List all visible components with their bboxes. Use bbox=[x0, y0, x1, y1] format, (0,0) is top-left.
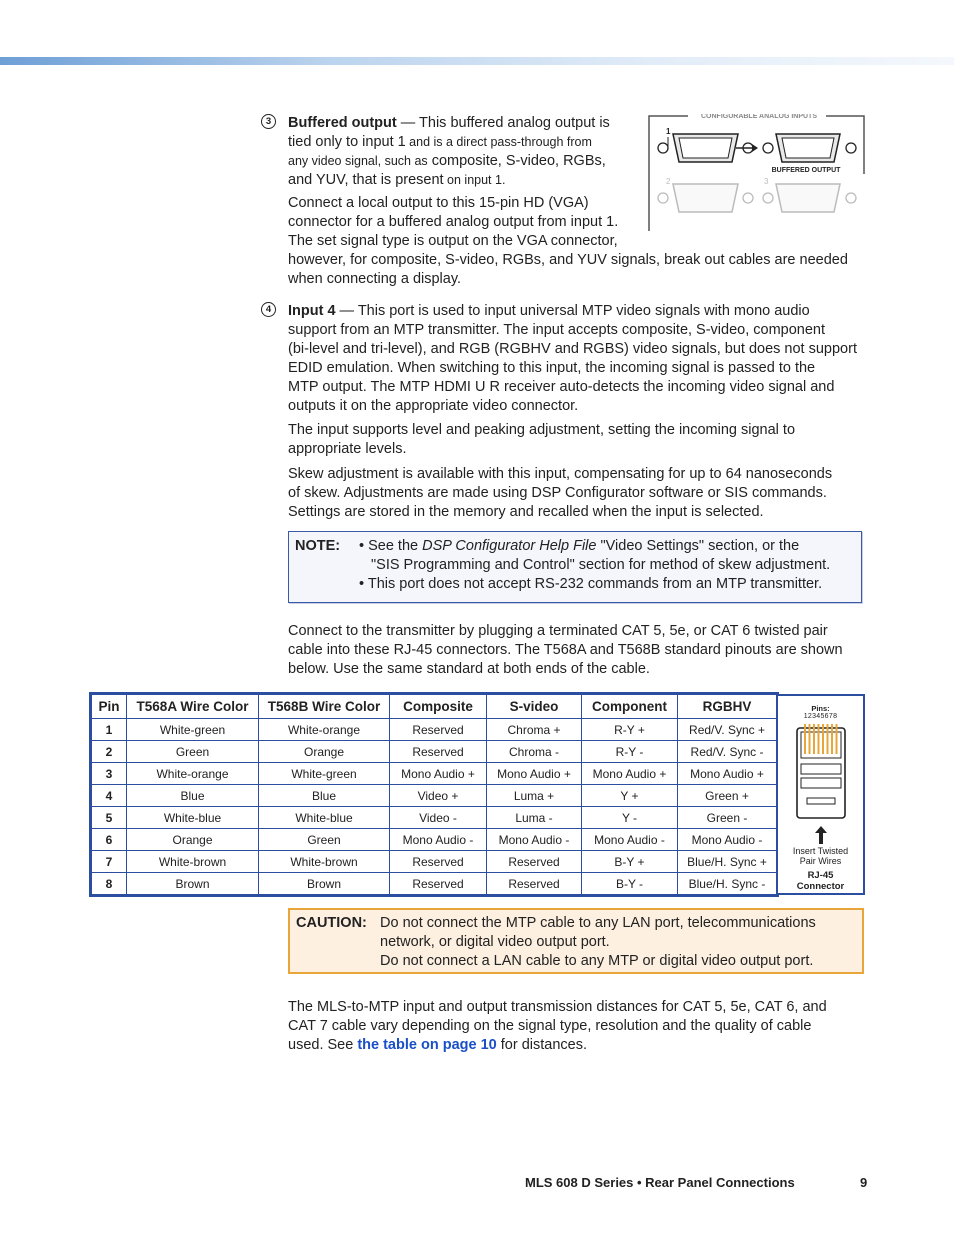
text-line: The MLS-to-MTP input and output transmission distances for CAT 5, 5e, CAT 6, and bbox=[288, 999, 827, 1015]
text: any video signal, such as bbox=[288, 154, 428, 168]
transmission-distance-paragraph bbox=[288, 998, 868, 1055]
panel-drawing bbox=[648, 114, 865, 232]
text-line: "SIS Programming and Control" section for method of skew adjustment. bbox=[371, 557, 831, 573]
text: — This port is used to input universal MTP video signals with mono audio bbox=[335, 303, 810, 319]
rj45-name: RJ-45 bbox=[807, 870, 834, 881]
table-cell: Brown bbox=[127, 873, 259, 895]
column-header: Component bbox=[582, 695, 678, 719]
text-line: Settings are stored in the memory and recalled when the input is selected. bbox=[288, 504, 764, 520]
buffered-output-label: BUFFERED OUTPUT bbox=[771, 167, 841, 174]
vga-connector-buffered-output bbox=[763, 134, 856, 162]
text-line: Connect a local output to this 15-pin HD (VGA) bbox=[288, 195, 589, 211]
vga-connector-3 bbox=[763, 177, 856, 212]
input4-description bbox=[288, 302, 868, 416]
table-row bbox=[92, 719, 777, 741]
column-header: T568A Wire Color bbox=[127, 695, 259, 719]
table-cell: White-blue bbox=[127, 807, 259, 829]
note-box bbox=[288, 531, 862, 603]
table-cell: Blue/H. Sync + bbox=[678, 851, 777, 873]
table-cell: Chroma - bbox=[487, 741, 582, 763]
rj45-name: Connector bbox=[796, 881, 845, 892]
table-cell: Blue bbox=[259, 785, 390, 807]
insert-arrow-icon bbox=[814, 826, 828, 844]
footer-title: MLS 608 D Series • Rear Panel Connections bbox=[525, 1175, 795, 1190]
table-cell: B-Y - bbox=[582, 873, 678, 895]
table-cell: Mono Audio - bbox=[487, 829, 582, 851]
pins-label: Pins: bbox=[811, 704, 830, 713]
text: used. See bbox=[288, 1037, 358, 1053]
input4-title: Input 4 bbox=[288, 303, 336, 319]
column-header: RGBHV bbox=[678, 695, 777, 719]
vga-connector-2 bbox=[658, 177, 753, 212]
text: tied only to input 1 bbox=[288, 134, 406, 150]
table-cell: Video + bbox=[390, 785, 487, 807]
table-row bbox=[92, 873, 777, 895]
table-cell: Luma - bbox=[487, 807, 582, 829]
table-cell: Mono Audio - bbox=[582, 829, 678, 851]
table-cell: Green + bbox=[678, 785, 777, 807]
text: — This buffered analog output is bbox=[396, 115, 610, 131]
text-line: Do not connect a LAN cable to any MTP or digital video output port. bbox=[380, 953, 814, 969]
table-cell: 6 bbox=[92, 829, 127, 851]
table-row bbox=[92, 741, 777, 763]
table-cell: White-orange bbox=[259, 719, 390, 741]
text-line: however, for composite, S-video, RGBs, and YUV signals, break out cables are needed bbox=[288, 252, 848, 268]
text-line: Skew adjustment is available with this input, compensating for up to 64 nanoseconds bbox=[288, 466, 833, 482]
column-header: T568B Wire Color bbox=[259, 695, 390, 719]
table-cell: Mono Audio + bbox=[487, 763, 582, 785]
panel-number-1: 1 bbox=[666, 127, 671, 136]
table-cell: Reserved bbox=[390, 741, 487, 763]
text: for distances. bbox=[496, 1037, 587, 1053]
text: and YUV, that is present bbox=[288, 172, 444, 188]
header-gradient-bar bbox=[0, 57, 954, 65]
table-row bbox=[92, 763, 777, 785]
table-cell: Mono Audio + bbox=[678, 763, 777, 785]
buffered-output-description bbox=[288, 114, 648, 190]
text-line: connector for a buffered analog output from input 1. bbox=[288, 214, 619, 230]
table-page-10-link[interactable]: the table on page 10 bbox=[357, 1037, 497, 1053]
rj45-plug-icon bbox=[793, 722, 849, 822]
table-cell: R-Y + bbox=[582, 719, 678, 741]
table-cell: White-brown bbox=[127, 851, 259, 873]
table-cell: Luma + bbox=[487, 785, 582, 807]
table-cell: Orange bbox=[259, 741, 390, 763]
text-line: CAT 7 cable vary depending on the signal type, resolution and the quality of cable bbox=[288, 1018, 812, 1034]
text-line: outputs it on the appropriate video connector. bbox=[288, 398, 579, 414]
column-header: Pin bbox=[92, 695, 127, 719]
insert-wires-label: Insert Twisted bbox=[792, 846, 849, 856]
table-cell: 4 bbox=[92, 785, 127, 807]
callout-number-3: 3 bbox=[261, 114, 276, 129]
table-cell: White-brown bbox=[259, 851, 390, 873]
table-cell: Blue/H. Sync - bbox=[678, 873, 777, 895]
table-row bbox=[92, 785, 777, 807]
table-cell: Brown bbox=[259, 873, 390, 895]
rj45-pinout-table bbox=[91, 694, 777, 895]
caution-label: CAUTION: bbox=[296, 915, 367, 931]
text-line: support from an MTP transmitter. The input accepts composite, S-video, component bbox=[288, 322, 826, 338]
table-cell: Y + bbox=[582, 785, 678, 807]
text-line: network, or digital video output port. bbox=[380, 934, 610, 950]
table-cell: Reserved bbox=[487, 851, 582, 873]
table-cell: 7 bbox=[92, 851, 127, 873]
table-cell: Mono Audio - bbox=[390, 829, 487, 851]
table-cell: Reserved bbox=[390, 719, 487, 741]
insert-wires-label: Pair Wires bbox=[799, 856, 842, 866]
panel-number-3: 3 bbox=[764, 177, 769, 186]
table-cell: Reserved bbox=[390, 873, 487, 895]
table-cell: White-orange bbox=[127, 763, 259, 785]
note-label: NOTE: bbox=[295, 538, 341, 554]
analog-inputs-panel-diagram bbox=[648, 114, 865, 232]
text: and is a direct pass-through from bbox=[405, 135, 592, 149]
table-cell: 1 bbox=[92, 719, 127, 741]
caution-text bbox=[380, 914, 850, 971]
table-cell: Green bbox=[127, 741, 259, 763]
table-cell: Video - bbox=[390, 807, 487, 829]
table-cell: Chroma + bbox=[487, 719, 582, 741]
text: on input 1. bbox=[443, 173, 506, 187]
table-cell: Green bbox=[259, 829, 390, 851]
table-cell: 5 bbox=[92, 807, 127, 829]
table-cell: White-green bbox=[259, 763, 390, 785]
table-row bbox=[92, 829, 777, 851]
table-row bbox=[92, 807, 777, 829]
dsp-help-file-reference: DSP Configurator Help File bbox=[422, 538, 597, 554]
text-line: of skew. Adjustments are made using DSP Configurator software or SIS commands. bbox=[288, 485, 827, 501]
table-cell: Reserved bbox=[390, 851, 487, 873]
table-cell: Reserved bbox=[487, 873, 582, 895]
text-line: EDID emulation. When switching to this input, the incoming signal is passed to the bbox=[288, 360, 816, 376]
table-cell: 8 bbox=[92, 873, 127, 895]
text: composite, S-video, RGBs, bbox=[427, 153, 606, 169]
caution-box bbox=[288, 908, 864, 974]
table-cell: White-blue bbox=[259, 807, 390, 829]
table-cell: Y - bbox=[582, 807, 678, 829]
text-line: The input supports level and peaking adjustment, setting the incoming signal to bbox=[288, 422, 796, 438]
table-header-row bbox=[92, 695, 777, 719]
input4-level-paragraph bbox=[288, 421, 868, 459]
table-cell: White-green bbox=[127, 719, 259, 741]
text-line: below. Use the same standard at both ends of the cable. bbox=[288, 661, 650, 677]
table-cell: Red/V. Sync - bbox=[678, 741, 777, 763]
column-header: Composite bbox=[390, 695, 487, 719]
table-cell: 2 bbox=[92, 741, 127, 763]
table-cell: Blue bbox=[127, 785, 259, 807]
table-cell: Orange bbox=[127, 829, 259, 851]
input4-skew-paragraph bbox=[288, 465, 868, 522]
table-cell: Mono Audio - bbox=[678, 829, 777, 851]
panel-title: CONFIGURABLE ANALOG INPUTS bbox=[700, 114, 818, 120]
table-cell: R-Y - bbox=[582, 741, 678, 763]
text-line: The set signal type is output on the VGA connector, bbox=[288, 233, 618, 249]
table-cell: Mono Audio + bbox=[390, 763, 487, 785]
text-line: cable into these RJ-45 connectors. The T568A and T568B standard pinouts are shown bbox=[288, 642, 843, 658]
pins-numbers: 12345678 bbox=[803, 713, 838, 720]
text-line: appropriate levels. bbox=[288, 441, 407, 457]
connect-transmitter-paragraph bbox=[288, 622, 868, 679]
text-line: Connect to the transmitter by plugging a terminated CAT 5, 5e, or CAT 6 twisted pair bbox=[288, 623, 828, 639]
rj45-connector-diagram bbox=[777, 694, 865, 895]
page-number: 9 bbox=[860, 1175, 868, 1190]
text-line: (bi-level and tri-level), and RGB (RGBHV and RGBS) video signals, but does not support bbox=[288, 341, 857, 357]
table-cell: B-Y + bbox=[582, 851, 678, 873]
panel-number-2: 2 bbox=[666, 177, 671, 186]
callout-number-4: 4 bbox=[261, 302, 276, 317]
table-cell: 3 bbox=[92, 763, 127, 785]
table-cell: Mono Audio + bbox=[582, 763, 678, 785]
table-cell: Red/V. Sync + bbox=[678, 719, 777, 741]
text-line: when connecting a display. bbox=[288, 271, 462, 287]
text: "Video Settings" section, or the bbox=[596, 538, 800, 554]
buffered-output-title: Buffered output bbox=[288, 115, 397, 131]
table-cell: Green - bbox=[678, 807, 777, 829]
column-header: S-video bbox=[487, 695, 582, 719]
table-row bbox=[92, 851, 777, 873]
text: • See the bbox=[359, 538, 423, 554]
text-line: Do not connect the MTP cable to any LAN port, telecommunications bbox=[380, 915, 816, 931]
text-line: MTP output. The MTP HDMI U R receiver auto-detects the incoming video signal and bbox=[288, 379, 835, 395]
note-item-2: • This port does not accept RS-232 commands from an MTP transmitter. bbox=[359, 576, 823, 592]
note-item-1 bbox=[359, 537, 854, 575]
